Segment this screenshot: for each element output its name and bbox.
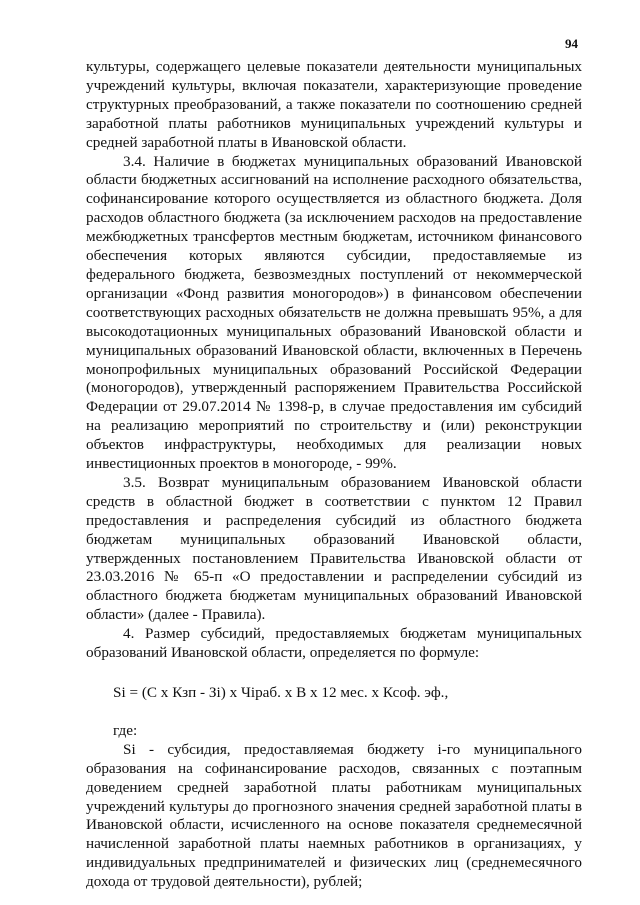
page-number: 94	[565, 36, 578, 51]
formula-where-label: где:	[113, 721, 138, 739]
paragraph-si-definition: Si - субсидия, предоставляемая бюджету i-го муниципального образования на софинансирование расходов, связанных с поэтапным доведением средней заработной платы работникам муниципальных учреждений культуры до прогнозного значения средней заработной платы в Ивановской области, исчисленного на основе показателя среднемесячной начисленной заработной платы наемных работников в организациях, у индивидуальных предпринимателей и физических лиц (среднемесячного дохода от трудовой деятельности), рублей;	[86, 740, 582, 891]
document-body	[86, 58, 582, 892]
subsidy-formula: Si = (C x Кзп - Зi) x Чiраб. x В x 12 мес. x Ксоф. эф.,	[113, 684, 449, 701]
paragraph-4: 4. Размер субсидий, предоставляемых бюджетам муниципальных образований Ивановской области, определяется по формуле:	[86, 625, 582, 662]
paragraph-3-5: 3.5. Возврат муниципальным образованием Ивановской области средств в областной бюджет в соответствии с пунктом 12 Правил предоставления и распределения субсидий из областного бюджета бюджетам муниципальных образований Ивановской области, утвержденных постановлением Правительства Ивановской области от 23.03.2016 № 65-п «О предоставлении и распределении субсидий из областного бюджета бюджетам муниципальных образований Ивановской области» (далее - Правила).	[86, 473, 582, 624]
paragraph-3-4: 3.4. Наличие в бюджетах муниципальных образований Ивановской области бюджетных ассигнований на исполнение расходного обязательства, софинансирование которого осуществляется из областного бюджета. Доля расходов областного бюджета (за исключением расходов на предоставление межбюджетных трансфертов местным бюджетам, источником финансового обеспечения которых являются субсидии, предоставляемые из федерального бюджета, безвозмездных поступлений от некоммерческой организации «Фонд развития моногородов») в финансовом обеспечении соответствующих расходных обязательств не должна превышать 95%, а для высокодотационных муниципальных образований Ивановской области и муниципальных образований Ивановской области, включенных в Перечень монопрофильных муниципальных образований Российской Федерации (моногородов), утвержденный распоряжением Правительства Российской Федерации от 29.07.2014 № 1398-р, в случае предоставления им субсидий на реализацию мероприятий по строительству и (или) реконструкции объектов инфраструктуры, необходимых для реализации новых инвестиционных проектов в моногороде, - 99%.	[86, 152, 582, 473]
paragraph-continuation: культуры, содержащего целевые показатели деятельности муниципальных учреждений культуры, включая показатели, характеризующие проведение структурных преобразований, а также показатели по соотношению средней заработной платы работников муниципальных учреждений культуры и средней заработной платы в Ивановской области.	[86, 58, 582, 151]
